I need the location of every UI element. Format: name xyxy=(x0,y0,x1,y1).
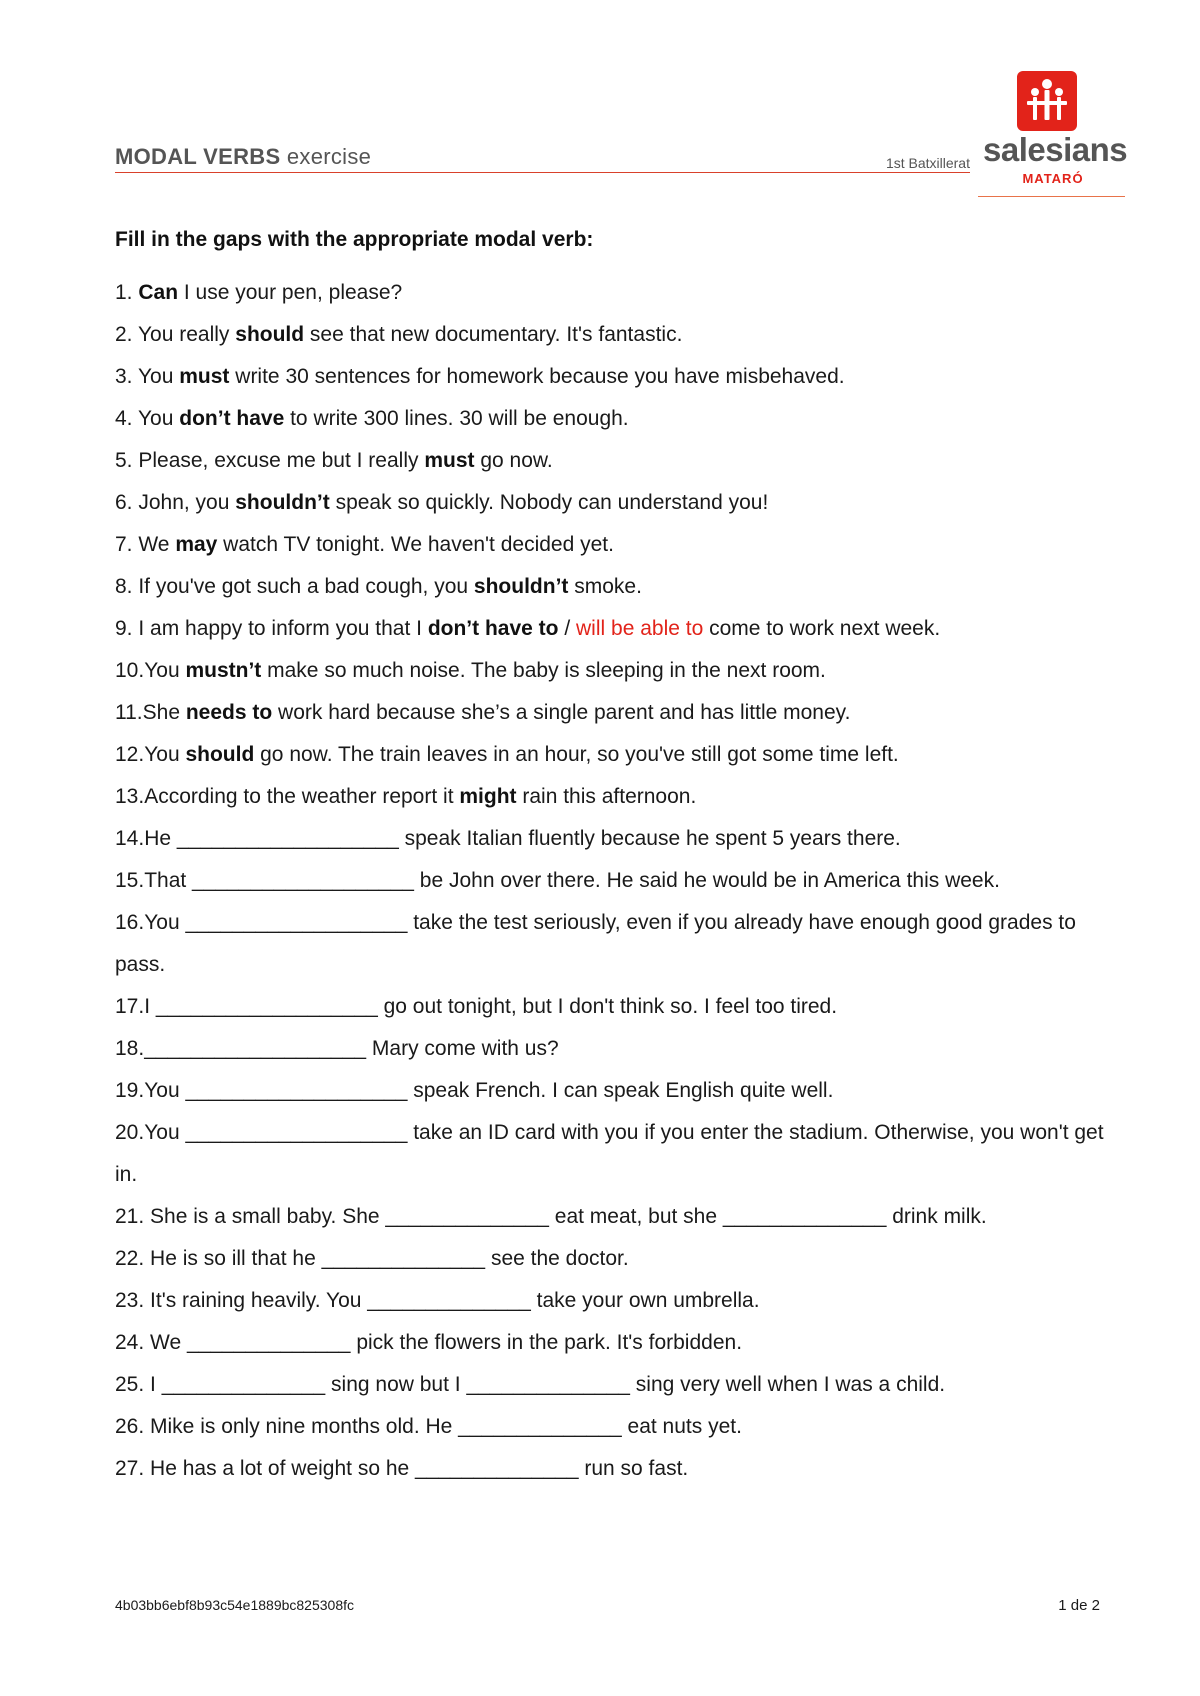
title-bold: MODAL VERBS xyxy=(115,144,281,169)
exercise-list xyxy=(115,272,1115,1490)
page-number: 1 de 2 xyxy=(1058,1597,1100,1614)
exercise-item xyxy=(115,1364,1115,1406)
logo-city: MATARÓ xyxy=(1022,171,1084,186)
header-divider xyxy=(115,172,970,173)
item-text-after: go now. The train leaves in an hour, so you've still got some time left. xyxy=(254,743,899,766)
item-answer: needs to xyxy=(185,701,273,724)
item-text-after: speak so quickly. Nobody can understand you! xyxy=(329,491,769,514)
item-text: 11.She xyxy=(115,701,186,724)
item-text: 25. I ______________ sing now but I ______________ sing very well when I was a child. xyxy=(115,1373,946,1396)
item-text: 9. I am happy to inform you that I xyxy=(115,617,428,640)
item-answer: shouldn’t xyxy=(473,575,569,598)
item-answer: don’t have xyxy=(179,407,285,430)
exercise-item xyxy=(115,1448,1115,1490)
item-text-after: make so much noise. The baby is sleeping in the next room. xyxy=(261,659,826,682)
item-text-after: I use your pen, please? xyxy=(178,281,403,304)
exercise-item xyxy=(115,440,1115,482)
item-answer: must xyxy=(179,365,230,388)
item-text: 24. We ______________ pick the flowers in the park. It's forbidden. xyxy=(115,1331,743,1354)
item-text-after: work hard because she’s a single parent and has little money. xyxy=(272,701,851,724)
item-text: 6. John, you xyxy=(115,491,236,514)
exercise-item xyxy=(115,1028,1115,1070)
logo-divider xyxy=(978,196,1125,197)
item-text: 15.That ___________________ be John over there. He said he would be in America this week. xyxy=(115,869,1000,892)
item-answer: Can xyxy=(138,281,179,304)
item-text-after: to write 300 lines. 30 will be enough. xyxy=(284,407,629,430)
exercise-item xyxy=(115,818,1115,860)
course-level: 1st Batxillerat xyxy=(885,155,970,171)
exercise-item xyxy=(115,1196,1115,1238)
logo-wordmark: salesians xyxy=(983,131,1128,168)
exercise-item xyxy=(115,1280,1115,1322)
exercise-item xyxy=(115,482,1115,524)
item-answer: may xyxy=(175,533,218,556)
exercise-item xyxy=(115,1238,1115,1280)
exercise-item xyxy=(115,1322,1115,1364)
exercise-item xyxy=(115,524,1115,566)
item-text: 7. We xyxy=(115,533,176,556)
item-text: 10.You xyxy=(115,659,186,682)
item-text: 21. She is a small baby. She ______________ eat meat, but she ______________ drink milk. xyxy=(115,1205,987,1228)
item-text: 14.He ___________________ speak Italian fluently because he spent 5 years there. xyxy=(115,827,901,850)
exercise-item xyxy=(115,902,1115,986)
item-correction: will be able to xyxy=(576,617,704,640)
item-answer: must xyxy=(424,449,475,472)
exercise-item xyxy=(115,860,1115,902)
item-answer: should xyxy=(235,323,305,346)
item-answer: might xyxy=(459,785,517,808)
item-text: 23. It's raining heavily. You ______________ take your own umbrella. xyxy=(115,1289,760,1312)
item-text: 22. He is so ill that he ______________ see the doctor. xyxy=(115,1247,629,1270)
document-title xyxy=(115,144,371,170)
item-text: 16.You ___________________ take the test seriously, even if you already have enough good grades to pass. xyxy=(115,911,1076,976)
item-text: 13.According to the weather report it xyxy=(115,785,460,808)
exercise-item xyxy=(115,650,1115,692)
item-answer: shouldn’t xyxy=(235,491,330,514)
title-rest: exercise xyxy=(280,144,372,169)
exercise-item xyxy=(115,776,1115,818)
exercise-item xyxy=(115,1070,1115,1112)
item-separator: / xyxy=(558,617,577,640)
exercise-item xyxy=(115,314,1115,356)
item-text: 3. You xyxy=(115,365,180,388)
item-text: 19.You ___________________ speak French. I can speak English quite well. xyxy=(115,1079,834,1102)
item-text-after: rain this afternoon. xyxy=(516,785,697,808)
exercise-item xyxy=(115,692,1115,734)
item-answer: don’t have to xyxy=(427,617,559,640)
item-text: 1. xyxy=(115,281,139,304)
item-text-after: smoke. xyxy=(568,575,642,598)
item-text: 2. You really xyxy=(115,323,236,346)
item-answer: should xyxy=(185,743,255,766)
item-text: 8. If you've got such a bad cough, you xyxy=(115,575,474,598)
item-text: 26. Mike is only nine months old. He ______________ eat nuts yet. xyxy=(115,1415,742,1438)
exercise-item xyxy=(115,398,1115,440)
item-text: 18.___________________ Mary come with us? xyxy=(115,1037,559,1060)
item-text-after: come to work next week. xyxy=(703,617,941,640)
item-text: 12.You xyxy=(115,743,186,766)
item-text: 4. You xyxy=(115,407,180,430)
item-text: 27. He has a lot of weight so he ______________ run so fast. xyxy=(115,1457,689,1480)
item-text-after: go now. xyxy=(474,449,553,472)
exercise-item xyxy=(115,356,1115,398)
item-answer: mustn’t xyxy=(185,659,262,682)
exercise-item xyxy=(115,1406,1115,1448)
exercise-item xyxy=(115,1112,1115,1196)
exercise-item xyxy=(115,272,1115,314)
exercise-item xyxy=(115,734,1115,776)
salesians-logo-icon xyxy=(1017,71,1077,131)
exercise-item xyxy=(115,986,1115,1028)
exercise-item xyxy=(115,566,1115,608)
item-text-after: watch TV tonight. We haven't decided yet. xyxy=(217,533,614,556)
exercise-item xyxy=(115,608,1115,650)
document-code: 4b03bb6ebf8b93c54e1889bc825308fc xyxy=(115,1597,355,1613)
exercise-instruction: Fill in the gaps with the appropriate modal verb: xyxy=(115,228,594,251)
item-text-after: see that new documentary. It's fantastic. xyxy=(304,323,683,346)
item-text: 20.You ___________________ take an ID card with you if you enter the stadium. Otherwise, you won't get in. xyxy=(115,1121,1104,1186)
item-text: 17.I ___________________ go out tonight, but I don't think so. I feel too tired. xyxy=(115,995,838,1018)
item-text: 5. Please, excuse me but I really xyxy=(115,449,425,472)
item-text-after: write 30 sentences for homework because you have misbehaved. xyxy=(229,365,845,388)
